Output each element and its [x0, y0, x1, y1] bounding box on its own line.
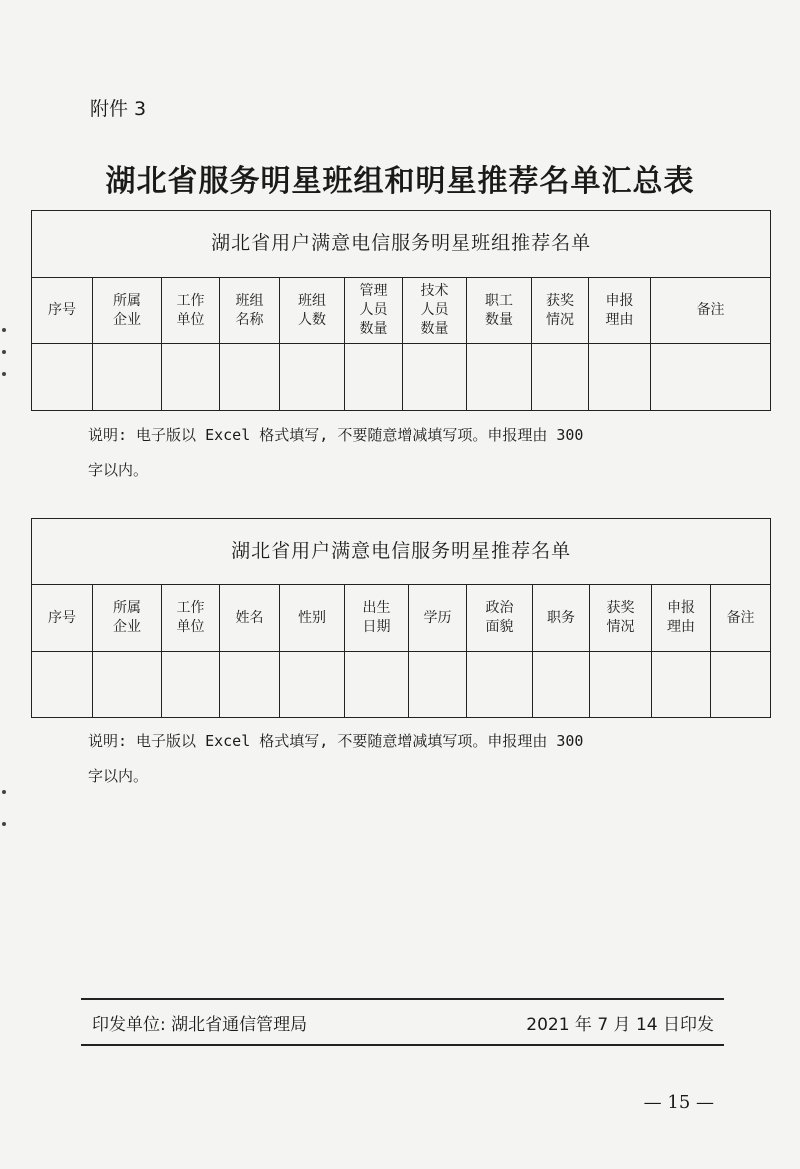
- empty-cell: [162, 344, 220, 411]
- page-title: 湖北省服务明星班组和明星推荐名单汇总表: [105, 164, 695, 199]
- note: [88, 418, 748, 488]
- header-cell: 工作 单位: [162, 278, 220, 344]
- empty-cell: [467, 652, 533, 718]
- header-cell: 班组 人数: [280, 278, 345, 344]
- header-cell: 序号: [32, 585, 93, 652]
- header-cell: 备注: [651, 278, 771, 344]
- empty-cell: [280, 652, 345, 718]
- empty-cell: [652, 652, 711, 718]
- empty-cell: [467, 344, 532, 411]
- empty-cell: [403, 344, 467, 411]
- table-caption: 湖北省用户满意电信服务明星推荐名单: [32, 519, 771, 585]
- table-row: [32, 344, 771, 411]
- empty-cell: [409, 652, 467, 718]
- header-cell: 姓名: [220, 585, 280, 652]
- header-cell: 职务: [533, 585, 590, 652]
- empty-cell: [345, 344, 403, 411]
- team-recommendation-table: [31, 210, 771, 411]
- empty-cell: [32, 344, 93, 411]
- binding-mark: [2, 372, 6, 376]
- binding-mark: [2, 790, 6, 794]
- header-cell: 工作 单位: [162, 585, 220, 652]
- note-line: 说明: 电子版以 Excel 格式填写, 不要随意增减填写项。申报理由 300: [88, 426, 584, 444]
- header-cell: 学历: [409, 585, 467, 652]
- header-cell: 技术 人员 数量: [403, 278, 467, 344]
- empty-cell: [711, 652, 771, 718]
- empty-cell: [590, 652, 652, 718]
- header-cell: 管理 人员 数量: [345, 278, 403, 344]
- header-cell: 性别: [280, 585, 345, 652]
- empty-cell: [532, 344, 589, 411]
- empty-cell: [651, 344, 771, 411]
- footer-bottom-rule: [81, 1044, 724, 1046]
- note-line: 字以内。: [88, 461, 149, 479]
- empty-cell: [220, 344, 280, 411]
- note-line: 说明: 电子版以 Excel 格式填写, 不要随意增减填写项。申报理由 300: [88, 732, 584, 750]
- issuing-unit: 印发单位: 湖北省通信管理局: [92, 1015, 308, 1035]
- footer-top-rule: [81, 998, 724, 1000]
- header-cell: 获奖 情况: [532, 278, 589, 344]
- header-cell: 序号: [32, 278, 93, 344]
- note-line: 字以内。: [88, 767, 149, 785]
- header-cell: 职工 数量: [467, 278, 532, 344]
- header-cell: 申报 理由: [589, 278, 651, 344]
- table-row: [32, 652, 771, 718]
- binding-mark: [2, 328, 6, 332]
- issue-date: 2021 年 7 月 14 日印发: [526, 1015, 714, 1035]
- empty-cell: [32, 652, 93, 718]
- empty-cell: [589, 344, 651, 411]
- binding-mark: [2, 350, 6, 354]
- header-cell: 所属 企业: [93, 278, 162, 344]
- empty-cell: [93, 344, 162, 411]
- note: [88, 724, 748, 794]
- empty-cell: [280, 344, 345, 411]
- binding-mark: [2, 822, 6, 826]
- empty-cell: [220, 652, 280, 718]
- header-cell: 获奖 情况: [590, 585, 652, 652]
- empty-cell: [93, 652, 162, 718]
- attachment-label: 附件 3: [90, 98, 147, 120]
- empty-cell: [345, 652, 409, 718]
- individual-recommendation-table: [31, 518, 771, 718]
- page-number: — 15 —: [643, 1092, 714, 1113]
- header-cell: 政治 面貌: [467, 585, 533, 652]
- header-cell: 申报 理由: [652, 585, 711, 652]
- header-cell: 备注: [711, 585, 771, 652]
- header-cell: 出生 日期: [345, 585, 409, 652]
- header-cell: 班组 名称: [220, 278, 280, 344]
- header-cell: 所属 企业: [93, 585, 162, 652]
- table-caption: 湖北省用户满意电信服务明星班组推荐名单: [32, 211, 771, 278]
- empty-cell: [533, 652, 590, 718]
- empty-cell: [162, 652, 220, 718]
